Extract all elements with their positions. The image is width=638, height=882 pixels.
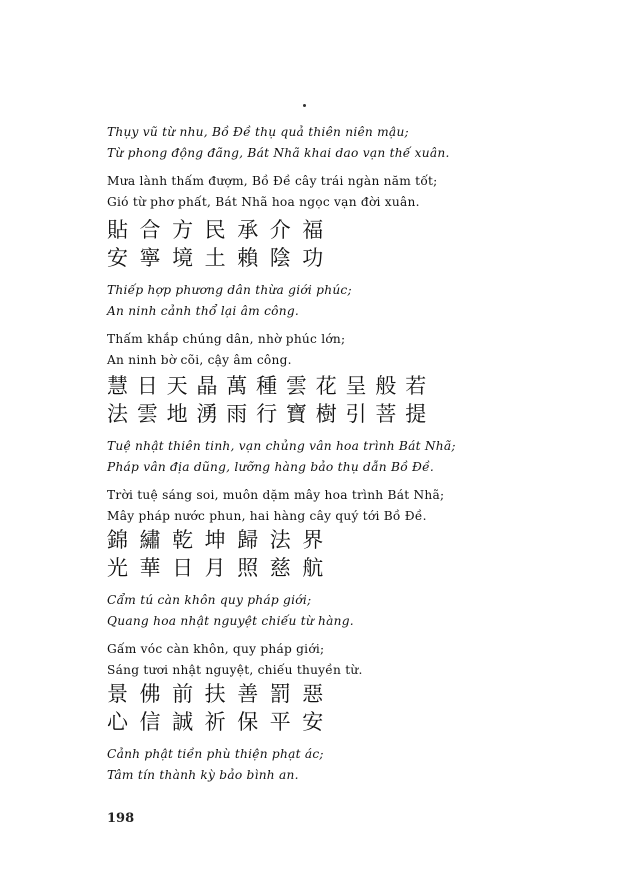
couplet-2 <box>107 216 537 370</box>
couplet-3 <box>107 372 537 526</box>
translation-line: Gió từ phơ phất, Bát Nhã hoa ngọc vạn đời xuân. <box>107 194 420 209</box>
ink-speck <box>303 104 306 107</box>
han-line: 光華日月照慈航 <box>107 556 335 580</box>
translation-line: Trời tuệ sáng soi, muôn dặm mây hoa trình Bát Nhã; <box>107 488 445 502</box>
translation-line: Sáng tươi nhật nguyệt, chiếu thuyền từ. <box>107 662 363 677</box>
translation-line: An ninh bờ cõi, cậy âm công. <box>107 352 292 367</box>
transliteration-line: Thụy vũ từ nhu, Bồ Đề thụ quả thiên niên mậu; <box>107 125 409 139</box>
couplet-4 <box>107 526 537 680</box>
han-line: 貼合方民承介福 <box>107 218 335 242</box>
translation-line: Gấm vóc càn khôn, quy pháp giới; <box>107 642 325 656</box>
page-number: 198 <box>107 811 135 826</box>
han-line: 心信誠祈保平安 <box>107 710 335 734</box>
transliteration-line: An ninh cảnh thổ lại âm công. <box>107 303 299 318</box>
transliteration-line: Tâm tín thành kỳ bảo bình an. <box>107 767 299 782</box>
transliteration-line: Quang hoa nhật nguyệt chiếu từ hàng. <box>107 613 354 628</box>
transliteration-line: Từ phong động đãng, Bát Nhã khai dao vạn thế xuân. <box>107 145 450 160</box>
translation-line: Thấm khắp chúng dân, nhờ phúc lớn; <box>107 332 346 346</box>
transliteration-line: Tuệ nhật thiên tinh, vạn chủng vân hoa trình Bát Nhã; <box>107 439 456 453</box>
han-line: 景佛前扶善罰惡 <box>107 682 335 706</box>
transliteration-line: Thiếp hợp phương dân thừa giới phúc; <box>107 283 352 297</box>
transliteration-line: Cảnh phật tiền phù thiện phạt ác; <box>107 747 324 761</box>
translation-line: Mây pháp nước phun, hai hàng cây quý tới Bồ Đề. <box>107 508 427 523</box>
couplet-5 <box>107 680 537 785</box>
han-line: 安寧境土賴陰功 <box>107 246 335 270</box>
han-line: 錦繡乾坤歸法界 <box>107 528 335 552</box>
transliteration-line: Cẩm tú càn khôn quy pháp giới; <box>107 593 312 607</box>
han-line: 慧日天晶萬種雲花呈般若 <box>107 374 436 398</box>
translation-line: Mưa lành thấm đượm, Bồ Đề cây trái ngàn năm tốt; <box>107 174 438 188</box>
couplet-1 <box>107 122 537 212</box>
han-line: 法雲地湧雨行寶樹引菩提 <box>107 402 436 426</box>
transliteration-line: Pháp vân địa dũng, lưỡng hàng bảo thụ dẫn Bồ Đề. <box>107 459 434 474</box>
